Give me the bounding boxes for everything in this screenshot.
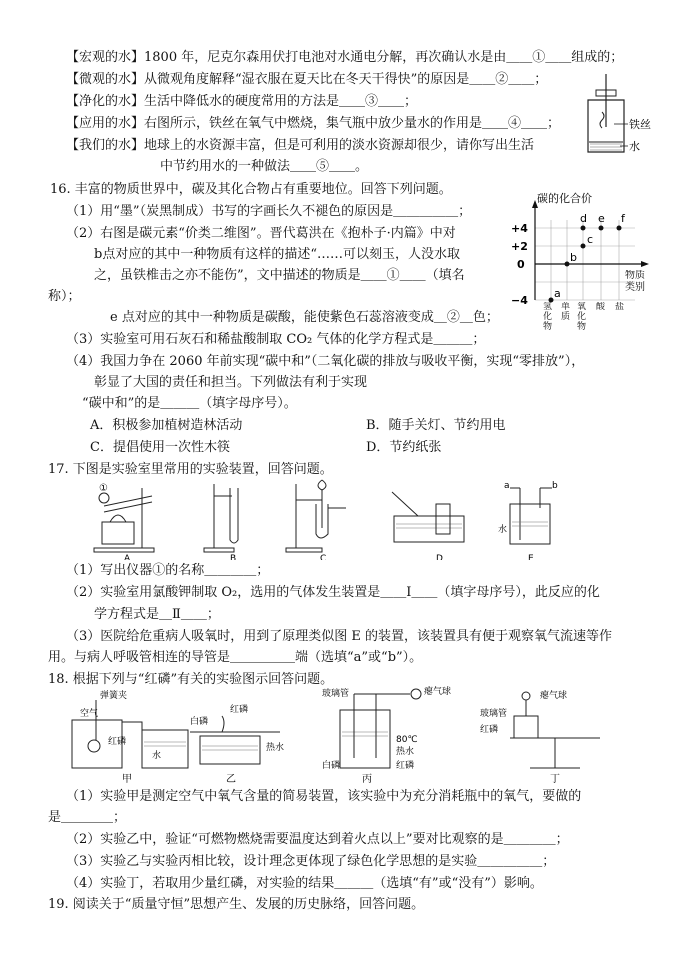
fig-caption-jia: 甲	[122, 774, 132, 785]
q17-title: 17. 下图是实验室里常用的实验装置，回答问题。	[48, 462, 333, 477]
q16-part-4a: （4）我国力争在 2060 年前实现“碳中和”（二氧化碳的排放与吸收平衡，实现“零排放”），	[66, 354, 585, 369]
q16-option-b: B．随手关灯、节约用电	[366, 418, 506, 433]
chart-point-label-a: a	[554, 287, 561, 300]
chart-xtick-acid: 酸	[596, 302, 606, 312]
q15-line-4: 【应用的水】右图所示，铁丝在氧气中燃烧，集气瓶中放少量水的作用是＿＿④＿＿；	[66, 116, 561, 131]
fig-label-spring-clip: 弹簧夹	[100, 691, 128, 701]
fig-label-hot-water-c: 热水	[396, 747, 415, 757]
fig-label-balloon-d: 瘪气球	[540, 691, 568, 701]
q16-part-2e: e 点对应的其中一种物质是碳酸，能使紫色石蕊溶液变成＿②＿色；	[110, 310, 499, 325]
q16-part-3: （3）实验室可用石灰石和稀盐酸制取 CO₂ 气体的化学方程式是＿＿＿；	[66, 332, 486, 347]
fig-label-glass-tube-d: 玻璃管	[480, 709, 508, 719]
q18-part-1b: 是＿＿＿＿；	[48, 810, 127, 825]
chart-point-a	[549, 298, 554, 303]
fig-label-water-e: 水	[498, 525, 508, 535]
apparatus-label-d: D	[436, 554, 443, 560]
fig-label-red-p-c: 红磷	[396, 761, 415, 771]
q16-option-d: D．节约纸张	[366, 440, 442, 455]
chart-point-label-b: b	[570, 251, 577, 264]
chart-xtick-salt: 盐	[615, 302, 625, 312]
q16-part-2d: 称）；	[48, 289, 81, 304]
q17-part-2b: 学方程式是＿Ⅱ＿＿；	[94, 607, 220, 622]
fig-label-red-p-a: 红磷	[108, 737, 127, 747]
carbon-valence-chart	[505, 190, 685, 340]
red-phosphorus-figure	[60, 686, 620, 786]
chart-xtick-oxide: 氧化物	[577, 302, 587, 332]
chart-point-label-e: e	[598, 212, 605, 225]
fig-label-water-a: 水	[152, 751, 162, 761]
chart-xtick-hydride: 氢化物	[543, 302, 553, 332]
q17-part-2a: （2）实验室用氯酸钾制取 O₂，选用的气体发生装置是＿＿Ⅰ＿＿（填字母序号），此反应的化	[66, 585, 600, 600]
fig-label-b: b	[552, 481, 558, 491]
q18-title: 18. 根据下列与“红磷”有关的实验图示回答问题。	[48, 672, 334, 687]
chart-point-b	[565, 262, 570, 267]
fig-label-balloon-c: 瘪气球	[424, 687, 452, 697]
q16-option-c: C．提倡使用一次性木筷	[90, 440, 230, 455]
q15-line-2: 【微观的水】从微观角度解释“湿衣服在夏天比在冬天干得快”的原因是＿＿②＿＿；	[66, 72, 548, 87]
fig-label-hot-water-b: 热水	[266, 743, 285, 753]
chart-ytick-zero: 0	[517, 258, 525, 271]
fig-label-a: a	[504, 481, 510, 491]
fig-label-air: 空气	[80, 709, 99, 719]
q18-part-4: （4）实验丁，若取用少量红磷，对实验的结果＿＿＿（选填“有”或“没有”）影响。	[66, 876, 543, 891]
q18-part-3: （3）实验乙与实验丙相比较，设计理念更体现了绿色化学思想的是实验＿＿＿＿＿；	[66, 854, 556, 869]
fig-label-water: 水	[629, 140, 640, 153]
q15-line-1: 【宏观的水】1800 年，尼克尔森用伏打电池对水通电分解，再次确认水是由＿＿①＿＿组成的；	[66, 50, 624, 65]
chart-xlabel: 物质类别	[625, 270, 645, 293]
chart-point-label-c: c	[587, 233, 594, 246]
fig-label-iron-wire: 铁丝	[629, 118, 651, 131]
q19-title: 19. 阅读关于“质量守恒”思想产生、发展的历史脉络，回答问题。	[48, 897, 425, 912]
q17-part-3a: （3）医院给危重病人吸氧时，用到了原理类似图 E 的装置，该装置具有便于观察氧气流速等作	[66, 629, 613, 644]
fig-label-white-p-c: 白磷	[322, 761, 341, 771]
q17-part-3b: 用。与病人呼吸管相连的导管是＿＿＿＿＿端（选填“a”或“b”）。	[48, 650, 423, 665]
fig-label-80c: 80℃	[396, 735, 418, 745]
fig-label-glass-tube-c: 玻璃管	[322, 689, 350, 699]
q16-part-2b: b点对应的其中一种物质有这样的描述“……可以刻玉，人没水取	[94, 247, 460, 262]
fig-label-white-p-b: 白磷	[190, 717, 209, 727]
chart-ytick-plus4: +4	[511, 222, 528, 235]
q18-part-1a: （1）实验甲是测定空气中氧气含量的简易装置，该实验中为充分消耗瓶中的氧气，要做的	[66, 789, 582, 804]
chart-point-label-f: f	[621, 212, 625, 225]
q16-part-4c: “碳中和”的是＿＿＿（填字母序号）。	[82, 396, 297, 411]
chart-xtick-element: 单质	[561, 302, 571, 322]
q17-part-1: （1）写出仪器①的名称＿＿＿＿；	[66, 563, 270, 578]
chart-point-d	[581, 226, 586, 231]
apparatus-label-e: E	[528, 554, 534, 560]
chart-ytick-minus4: −4	[511, 294, 528, 307]
q15-line-6: 中节约用水的一种做法＿＿⑤＿＿。	[160, 159, 369, 174]
q16-part-2c: 之，虽铁椎击之亦不能伤”，文中描述的物质是＿＿①＿＿（填名	[94, 268, 465, 283]
apparatus-label-a: A	[124, 554, 131, 560]
q16-part-1: （1）用“墨”（炭黑制成）书写的字画长久不褪色的原因是＿＿＿＿＿；	[66, 204, 472, 219]
fig-caption-yi: 乙	[226, 774, 236, 785]
fig-label-circle-1: ①	[99, 483, 108, 494]
chart-ytick-plus2: +2	[511, 240, 528, 253]
chart-point-c	[581, 244, 586, 249]
q15-line-3: 【净化的水】生活中降低水的硬度常用的方法是＿＿③＿＿；	[66, 94, 418, 109]
iron-wire-jar-figure	[580, 72, 660, 162]
fig-label-red-p-d: 红磷	[480, 725, 499, 735]
q16-title: 16. 丰富的物质世界中，碳及其化合物占有重要地位。回答下列问题。	[50, 182, 452, 197]
fig-caption-ding: 丁	[550, 774, 560, 785]
chart-ylabel: 碳的化合价	[537, 192, 592, 205]
apparatus-label-c: C	[320, 554, 327, 560]
q18-part-2: （2）实验乙中，验证“可燃物燃烧需要温度达到着火点以上”要对比观察的是＿＿＿＿；	[66, 832, 569, 847]
lab-apparatus-figure	[90, 478, 570, 560]
q16-option-a: A．积极参加植树造林活动	[90, 418, 243, 433]
q15-line-5: 【我们的水】地球上的水资源丰富，但是可利用的淡水资源却很少，请你写出生活	[66, 138, 535, 153]
chart-point-e	[599, 226, 604, 231]
q16-part-2a: （2）右图是碳元素“价类二维图”。晋代葛洪在《抱朴子·内篇》中对	[66, 226, 456, 241]
apparatus-label-b: B	[230, 554, 237, 560]
q16-part-4b: 彰显了大国的责任和担当。下列做法有利于实现	[94, 375, 368, 390]
fig-caption-bing: 丙	[362, 774, 372, 785]
fig-label-red-p-b: 红磷	[230, 705, 249, 715]
chart-point-f	[617, 226, 622, 231]
chart-point-label-d: d	[580, 212, 587, 225]
